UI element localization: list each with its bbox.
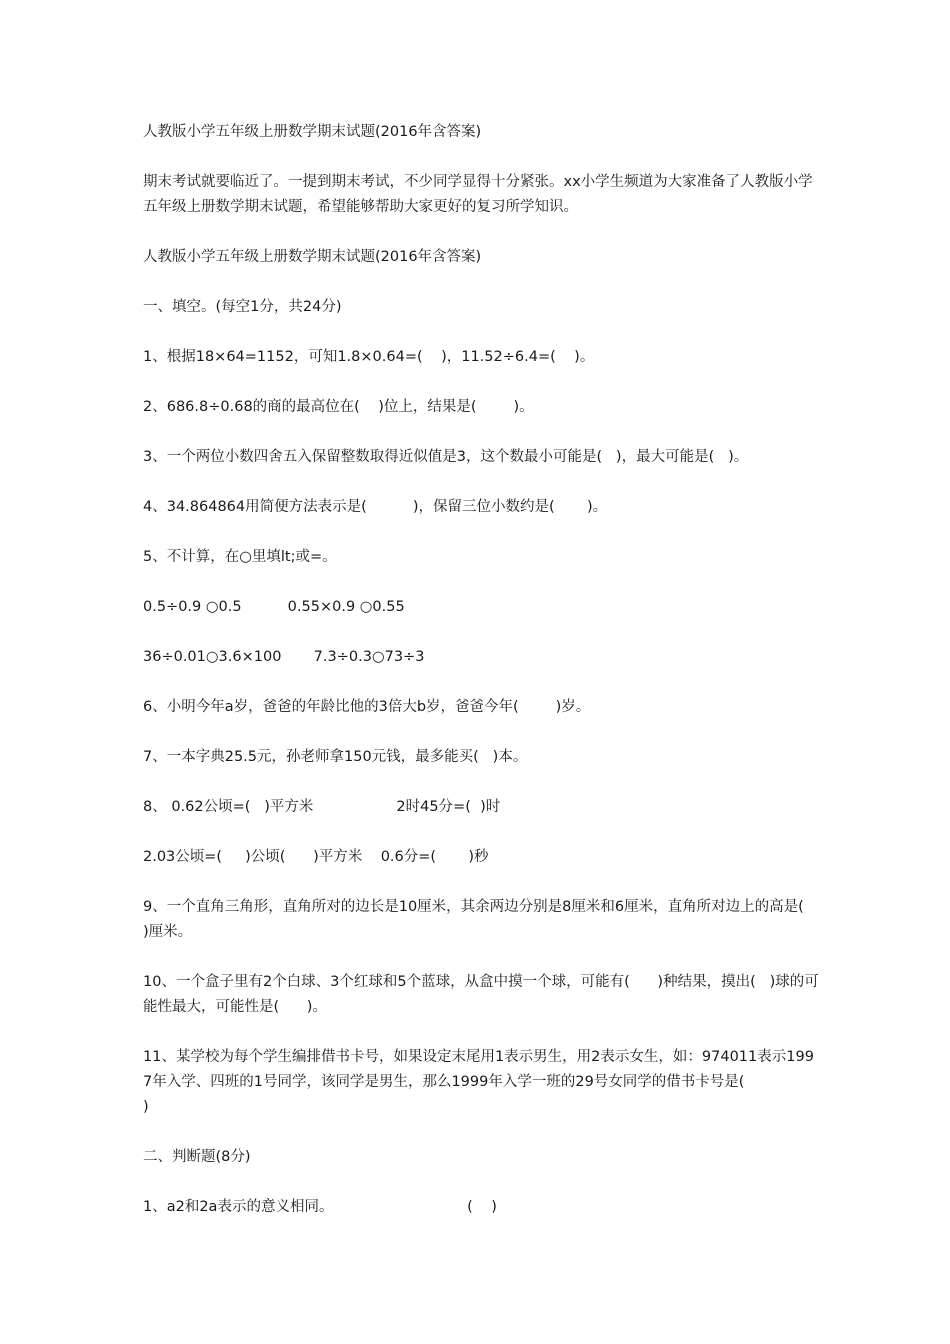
question-10: 10、一个盒子里有2个白球、3个红球和5个蓝球，从盒中摸一个球，可能有( )种结果，摸出( )球的可能性最大，可能性是( )。: [143, 974, 819, 1015]
question-7: 7、一本字典25.5元，孙老师拿150元钱，最多能买( )本。: [143, 749, 528, 765]
section1-heading: 一、填空。(每空1分，共24分): [143, 299, 342, 315]
question-11: 11、某学校为每个学生编排借书卡号，如果设定末尾用1表示男生，用2表示女生，如：974011表示1997年入学、四班的1号同学，该同学是男生，那么1999年入学一班的29号女同学的借书卡号是( ): [143, 1049, 823, 1115]
question-8: 8、 0.62公顷=( )平方米 2时45分=( )时: [143, 799, 501, 815]
judgment-question-1: 1、a2和2a表示的意义相同。 ( ): [143, 1199, 497, 1215]
question-5-line-2: 36÷0.01○3.6×100 7.3÷0.3○73÷3: [143, 649, 425, 665]
question-8-line-2: 2.03公顷=( )公顷( )平方米 0.6分=( )秒: [143, 849, 489, 865]
document-page: [143, 120, 832, 1245]
section2-heading: 二、判断题(8分): [143, 1149, 251, 1165]
question-6: 6、小明今年a岁，爸爸的年龄比他的3倍大b岁，爸爸今年( )岁。: [143, 699, 591, 715]
question-4: 4、34.864864用简便方法表示是( )，保留三位小数约是( )。: [143, 499, 608, 515]
question-5-line-1: 0.5÷0.9 ○0.5 0.55×0.9 ○0.55: [143, 599, 405, 615]
document-subtitle: 人教版小学五年级上册数学期末试题(2016年含答案): [143, 249, 482, 265]
question-1: 1、根据18×64=1152，可知1.8×0.64=( )，11.52÷6.4=( )。: [143, 349, 595, 365]
document-title: 人教版小学五年级上册数学期末试题(2016年含答案): [143, 124, 482, 140]
intro-paragraph: 期末考试就要临近了。一提到期末考试，不少同学显得十分紧张。xx小学生频道为大家准备了人教版小学五年级上册数学期末试题，希望能够帮助大家更好的复习所学知识。: [143, 174, 813, 215]
question-2: 2、686.8÷0.68的商的最高位在( )位上，结果是( )。: [143, 399, 534, 415]
question-3: 3、一个两位小数四舍五入保留整数取得近似值是3，这个数最小可能是( )，最大可能是( )。: [143, 449, 749, 465]
question-5: 5、不计算，在○里填lt;或=。: [143, 549, 337, 565]
question-9: 9、一个直角三角形，直角所对的边长是10厘米，其余两边分别是8厘米和6厘米，直角所对边上的高是( )厘米。: [143, 899, 832, 940]
